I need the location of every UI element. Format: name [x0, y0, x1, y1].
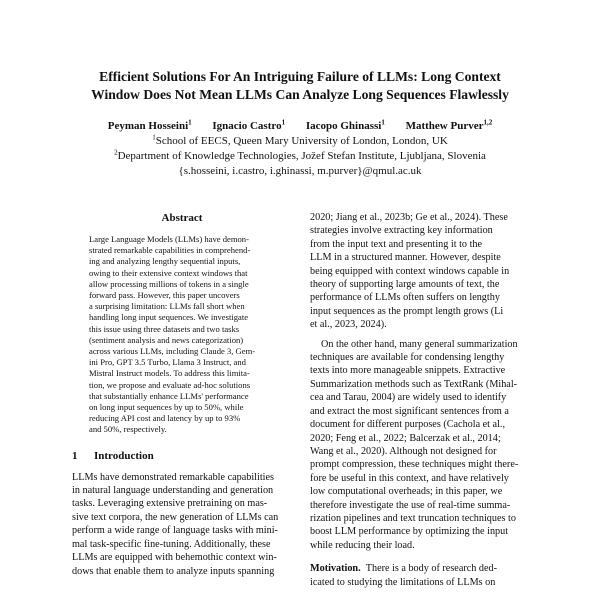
text-line: and extract the most significant sentences from a [310, 405, 509, 417]
abstract-line: allow processing millions of tokens in a single [89, 278, 249, 289]
text-line: dows that enable them to analyze inputs spanning [72, 565, 275, 577]
text-line: icated to studying the limitations of LLMs on [310, 576, 496, 588]
text-line: while reducing their load. [310, 539, 415, 551]
text-line: boost LLM performance by optimizing the input [310, 526, 509, 538]
author-affiliation-mark: 1 [381, 118, 385, 127]
title-line: Efficient Solutions For An Intriguing Failure of LLMs: Long Context [99, 69, 501, 84]
paper-title [40, 68, 560, 104]
text-line: low computational overheads; in this paper, we [310, 486, 503, 498]
abstract-body [89, 234, 281, 436]
text-line: being equipped with context windows capable in [310, 265, 510, 277]
text-line: LLM in a structured manner. However, despite [310, 252, 501, 264]
affiliation [40, 134, 560, 148]
author-name: Ignacio Castro [212, 120, 282, 132]
abstract-line: a surprising limitation: LLMs fall short when [89, 301, 245, 312]
author [406, 119, 493, 133]
text-line: techniques are available for condensing lengthy [310, 352, 505, 364]
left-column [72, 200, 292, 578]
author-name: Matthew Purver [405, 120, 484, 132]
section-heading-introduction [72, 449, 292, 463]
text-line: texts into more manageable snippets. Extractive [310, 365, 506, 377]
author-emails: {s.hosseini, i.castro, i.ghinassi, m.purver}@qmul.ac.uk [178, 165, 422, 177]
abstract-line: Mistral Instruct models. To address this limita- [89, 368, 250, 379]
text-line: sive text corpora, the new generation of LLMs can [72, 511, 279, 523]
affiliation-text: School of EECS, Queen Mary University of London, London, UK [155, 135, 448, 147]
text-line [310, 562, 530, 575]
text-line: LLMs have demonstrated remarkable capabilities [72, 471, 274, 483]
text-line: rization pipelines and text truncation techniques to [310, 512, 516, 524]
text-line: LLMs are equipped with behemothic context win- [72, 552, 277, 564]
abstract-line: forward pass. However, this paper uncovers [89, 290, 240, 301]
abstract-line: owing to their extensive context windows that [89, 267, 248, 278]
text-line: document for different purposes (Cachola et al., [310, 419, 506, 431]
affiliation-mark: 2 [114, 148, 118, 157]
text-line: et al., 2023, 2024). [310, 319, 387, 331]
abstract-line: (sentiment analysis and news categorization) [89, 334, 244, 345]
text-line: prompt compression, these techniques might there- [310, 459, 519, 471]
text-line: tasks. Leveraging extensive pretraining on mas- [72, 498, 268, 510]
text-line: mal task-specific fine-tuning. Additionally, these [72, 538, 271, 550]
right-column [310, 211, 530, 589]
text-line: theory of supporting large amounts of text, the [310, 279, 500, 291]
text-line: in natural language understanding and generation [72, 485, 274, 497]
text-line: Wang et al., 2020). Although not designed for [310, 445, 497, 457]
affiliation-mark: 1 [152, 133, 156, 142]
author [306, 119, 385, 133]
paragraph-motivation [310, 562, 530, 589]
abstract-line: Large Language Models (LLMs) have demon- [89, 234, 249, 244]
abstract-heading: Abstract [161, 212, 203, 224]
section-title: Introduction [94, 449, 154, 462]
text-line: 2020; Feng et al., 2022; Balcerzak et al., 2014; [310, 432, 501, 444]
text-line: cea and Tarau, 2004) are widely used to identify [310, 392, 507, 404]
abstract-line: tion, we propose and evaluate ad-hoc solutions [89, 379, 251, 390]
text-line: performance of LLMs often suffers on lengthy [310, 292, 500, 304]
text-line: fore be useful in this context, and have relatively [310, 472, 509, 484]
abstract-line: this issue using three datasets and two tasks [89, 323, 240, 334]
abstract-line: ing and analyzing lengthy sequential inputs, [89, 256, 241, 267]
affiliation [40, 149, 560, 163]
author-affiliation-mark: 1 [281, 118, 286, 127]
paragraph [310, 338, 530, 553]
abstract-line: reducing API cost and latency by up to 93% [89, 413, 241, 424]
text-line: Summarization methods such as TextRank (Mihal- [310, 378, 518, 390]
author-name: Iacopo Ghinassi [305, 120, 382, 132]
abstract-line: and 50%, respectively. [89, 424, 167, 435]
author-list [40, 119, 560, 133]
author [212, 119, 285, 133]
author-affiliation-mark: 1,2 [483, 118, 493, 127]
paragraph-label: Motivation. [310, 563, 361, 575]
affiliation-text: Department of Knowledge Technologies, Jožef Stefan Institute, Ljubljana, Slovenia [117, 150, 486, 162]
author [108, 119, 192, 133]
abstract-line: across various LLMs, including Claude 3, Gem- [89, 346, 256, 357]
section-number: 1 [72, 449, 78, 462]
text-line: strategies involve extracting key information [310, 225, 493, 237]
text-line: 2020; Jiang et al., 2023b; Ge et al., 2024). These [310, 212, 508, 223]
paragraph [310, 211, 530, 332]
text-line: On the other hand, many general summarization [321, 338, 518, 350]
abstract-line: that substantially enhance LLMs' performance [89, 390, 249, 401]
text-line: therefore investigate the use of real-time summa- [310, 499, 511, 511]
abstract-line: strated remarkable capabilities in comprehend- [89, 245, 251, 256]
abstract-line: ini Pro, GPT 3.5 Turbo, Llama 3 Instruct, and [89, 357, 246, 368]
abstract-line: on long input sequences by up to 50%, while [89, 402, 244, 413]
text-line: from the input text and presenting it to the [310, 238, 483, 250]
text-fragment: There is a body of research ded- [365, 563, 497, 575]
abstract-line: handling long input sequences. We investigate [89, 312, 249, 323]
text-line: perform a wide range of language tasks with mini- [72, 525, 278, 537]
text-line: input sequences as the prompt length grows (Li [310, 305, 504, 317]
author-name: Peyman Hosseini [107, 120, 189, 132]
introduction-text [72, 471, 292, 578]
title-line: Window Does Not Mean LLMs Can Analyze Long Sequences Flawlessly [91, 87, 509, 102]
author-affiliation-mark: 1 [188, 118, 192, 127]
